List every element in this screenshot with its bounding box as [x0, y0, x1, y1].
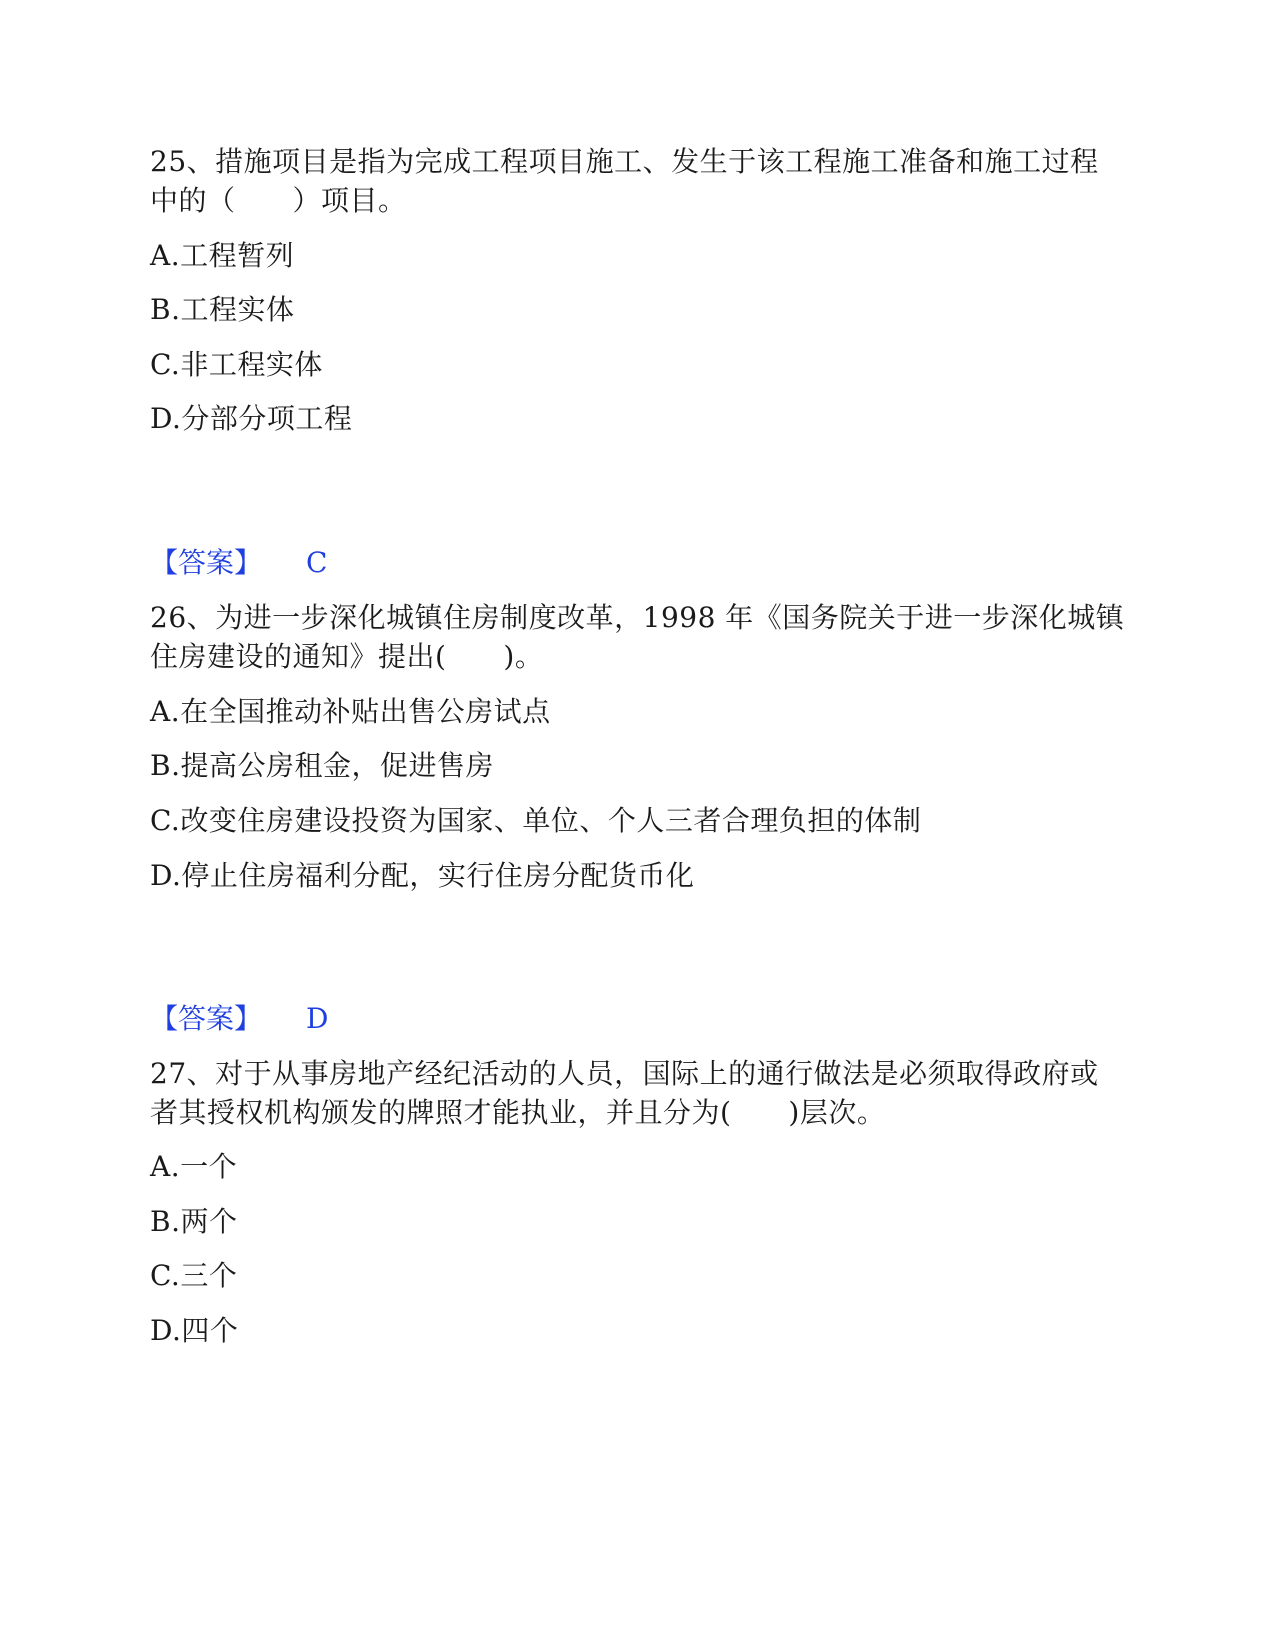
question-stem-line: 27、对于从事房地产经纪活动的人员，国际上的通行做法是必须取得政府或 — [150, 1057, 1099, 1090]
answer-value: C — [306, 546, 328, 579]
answer-line — [150, 999, 328, 1039]
answer-line — [150, 543, 327, 583]
question-stem-line: 25、措施项目是指为完成工程项目施工、发生于该工程施工准备和施工过程 — [150, 145, 1099, 178]
option-d: D.四个 — [150, 1314, 239, 1347]
answer-value: D — [306, 1002, 329, 1035]
option-b: B.两个 — [150, 1205, 238, 1238]
option-a: A.工程暂列 — [150, 239, 295, 272]
answer-label: 【答案】 — [150, 546, 263, 579]
option-d: D.停止住房福利分配，实行住房分配货币化 — [150, 859, 695, 892]
option-c: C.改变住房建设投资为国家、单位、个人三者合理负担的体制 — [150, 804, 922, 837]
option-a: A.在全国推动补贴出售公房试点 — [150, 695, 551, 728]
option-d: D.分部分项工程 — [150, 402, 353, 435]
option-c: C.非工程实体 — [150, 348, 323, 381]
option-b: B.工程实体 — [150, 293, 295, 326]
answer-label: 【答案】 — [150, 1002, 263, 1035]
question-stem-line: 者其授权机构颁发的牌照才能执业，并且分为( )层次。 — [150, 1096, 886, 1129]
option-a: A.一个 — [150, 1150, 238, 1183]
option-c: C.三个 — [150, 1259, 238, 1292]
question-stem-line: 26、为进一步深化城镇住房制度改革，1998 年《国务院关于进一步深化城镇 — [150, 601, 1125, 634]
option-b: B.提高公房租金，促进售房 — [150, 749, 494, 782]
question-stem-line: 中的（ ）项目。 — [150, 184, 407, 217]
question-stem-line: 住房建设的通知》提出( )。 — [150, 640, 544, 673]
